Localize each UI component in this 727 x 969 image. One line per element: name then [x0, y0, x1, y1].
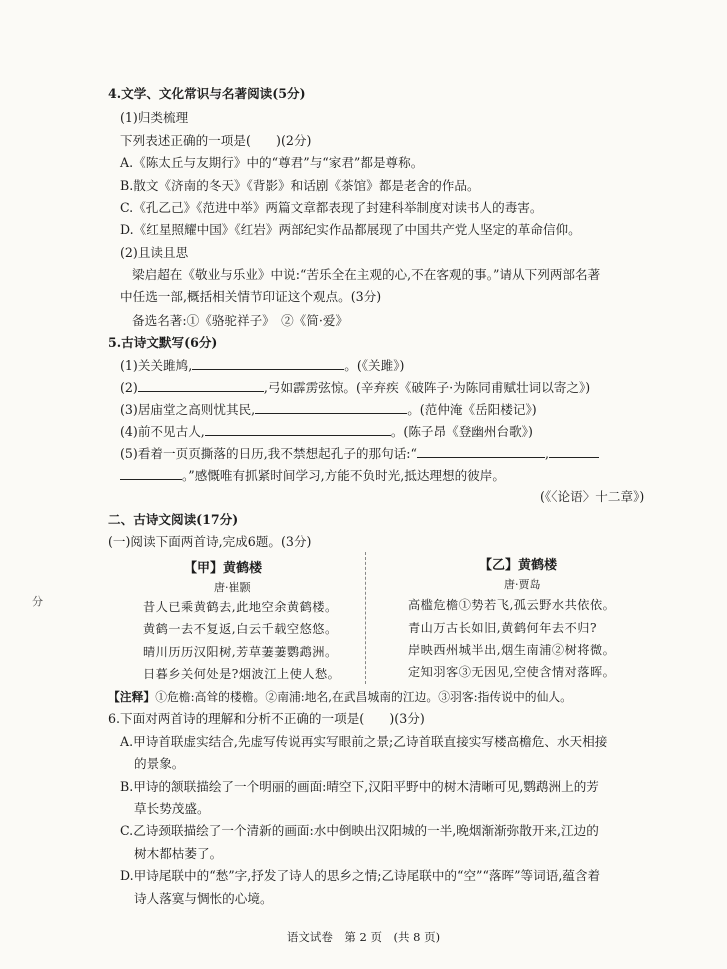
poem-b-line: 岸映西州城半出,烟生南浦②树将微。 — [408, 643, 616, 657]
poem-b-author: 唐·贾岛 — [504, 578, 541, 591]
answer-blank[interactable] — [138, 379, 264, 392]
poem-a-line: 日暮乡关何处是?烟波江上使人愁。 — [143, 667, 341, 681]
q5-item1: (1)关关雎鸠, 。(《关雎》) — [120, 358, 405, 373]
q6-option-c-cont: 树木都枯萎了。 — [134, 846, 223, 861]
page-footer: 语文试卷 第 2 页 (共 8 页) — [286, 930, 441, 944]
q4-choices: 备选名著:①《骆驼祥子》 ②《简·爱》 — [132, 313, 349, 328]
poem-a-line: 黄鹤一去不复返,白云千载空悠悠。 — [143, 622, 338, 636]
q5-item5-cont: 。”感慨唯有抓紧时间学习,方能不负时光,抵达理想的彼岸。 — [120, 467, 505, 484]
poem-b-line: 青山万古长如旧,黄鹤何年去不归? — [408, 621, 598, 635]
q6-option-a: A.甲诗首联虚实结合,先虚写传说再实写眼前之景;乙诗首联直接实写楼高檐危、水天相接 — [120, 734, 608, 749]
answer-blank[interactable] — [417, 445, 545, 458]
q4-sub1: (1)归类梳理 — [120, 110, 189, 125]
poem-b-line: 定知羽客③无因见,空使含情对落晖。 — [408, 665, 616, 679]
q6-option-a-cont: 的景象。 — [134, 756, 185, 771]
answer-blank[interactable] — [120, 467, 182, 480]
q4-option-c: C.《孔乙己》《范进中举》两篇文章都表现了封建科举制度对读书人的毒害。 — [120, 200, 543, 215]
q6-stem: 6.下面对两首诗的理解和分析不正确的一项是( )(3分) — [108, 711, 425, 726]
q4-option-b: B.散文《济南的冬天》《背影》和话剧《茶馆》都是老舍的作品。 — [120, 178, 480, 193]
q6-option-b-cont: 草长势茂盛。 — [134, 801, 210, 816]
q4-option-a: A.《陈太丘与友期行》中的“尊君”与“家君”都是尊称。 — [120, 155, 424, 170]
q6-option-d-cont: 诗人落寞与惆怅的心境。 — [134, 891, 273, 906]
poem-divider — [365, 552, 366, 684]
answer-blank[interactable] — [549, 445, 599, 458]
poem-a-line: 昔人已乘黄鹤去,此地空余黄鹤楼。 — [143, 600, 338, 614]
poem-a-line: 晴川历历汉阳树,芳草萋萋鹦鹉洲。 — [143, 645, 338, 659]
q5-heading: 5.古诗文默写(6分) — [108, 335, 218, 350]
q4-sub2: (2)且读且思 — [120, 245, 189, 260]
q6-option-b: B.甲诗的颔联描绘了一个明丽的画面:晴空下,汉阳平野中的树木清晰可见,鹦鹉洲上的芳 — [120, 779, 599, 794]
q5-item3: (3)居庙堂之高则忧其民, 。(范仲淹《岳阳楼记》) — [120, 402, 537, 417]
q6-option-d: D.甲诗尾联中的“愁”字,抒发了诗人的思乡之情;乙诗尾联中的“空”“落晖”等词语,蕴含着 — [120, 868, 601, 883]
poem-a-title: 【甲】黄鹤楼 — [184, 561, 263, 576]
q4-heading: 4.文学、文化常识与名著阅读(5分) — [108, 86, 306, 101]
margin-mark: 分 — [32, 595, 43, 608]
q4-para-line1: 梁启超在《敬业与乐业》中说:“苦乐全在主观的心,不在客观的事。”请从下列两部名著 — [132, 267, 601, 282]
answer-blank[interactable] — [192, 357, 344, 370]
q5-source: (《〈论语〉十二章》) — [540, 489, 645, 504]
section2-heading: 二、古诗文阅读(17分) — [108, 512, 239, 527]
q5-item4: (4)前不见古人, 。(陈子昂《登幽州台歌》) — [120, 424, 533, 439]
q5-item2: (2) ,弓如霹雳弦惊。(辛弃疾《破阵子·为陈同甫赋壮词以寄之》) — [120, 380, 591, 395]
poem-b-line: 高槛危檐①势若飞,孤云野水共依依。 — [408, 598, 616, 612]
answer-blank[interactable] — [205, 423, 391, 436]
answer-blank[interactable] — [255, 401, 407, 414]
q5-item5: (5)看着一页页撕落的日历,我不禁想起孔子的那句话:“ , — [120, 445, 599, 462]
poem-b-title: 【乙】黄鹤楼 — [479, 558, 558, 573]
q4-para-line2: 中任选一部,概括相关情节印证这个观点。(3分) — [120, 289, 382, 304]
q6-option-c: C.乙诗颈联描绘了一个清新的画面:水中倒映出汉阳城的一半,晚烟渐渐弥散开来,江边的 — [120, 823, 599, 838]
q4-stem: 下列表述正确的一项是( )(2分) — [120, 133, 312, 148]
notes: 【注释】①危檐:高耸的楼檐。②南浦:地名,在武昌城南的江边。③羽客:指传说中的仙人。 — [108, 690, 572, 704]
poem-a-author: 唐·崔颢 — [214, 581, 251, 594]
section2-intro: (一)阅读下面两首诗,完成6题。(3分) — [108, 534, 312, 549]
q4-option-d: D.《红星照耀中国》《红岩》两部纪实作品都展现了中国共产党人坚定的革命信仰。 — [120, 222, 581, 237]
